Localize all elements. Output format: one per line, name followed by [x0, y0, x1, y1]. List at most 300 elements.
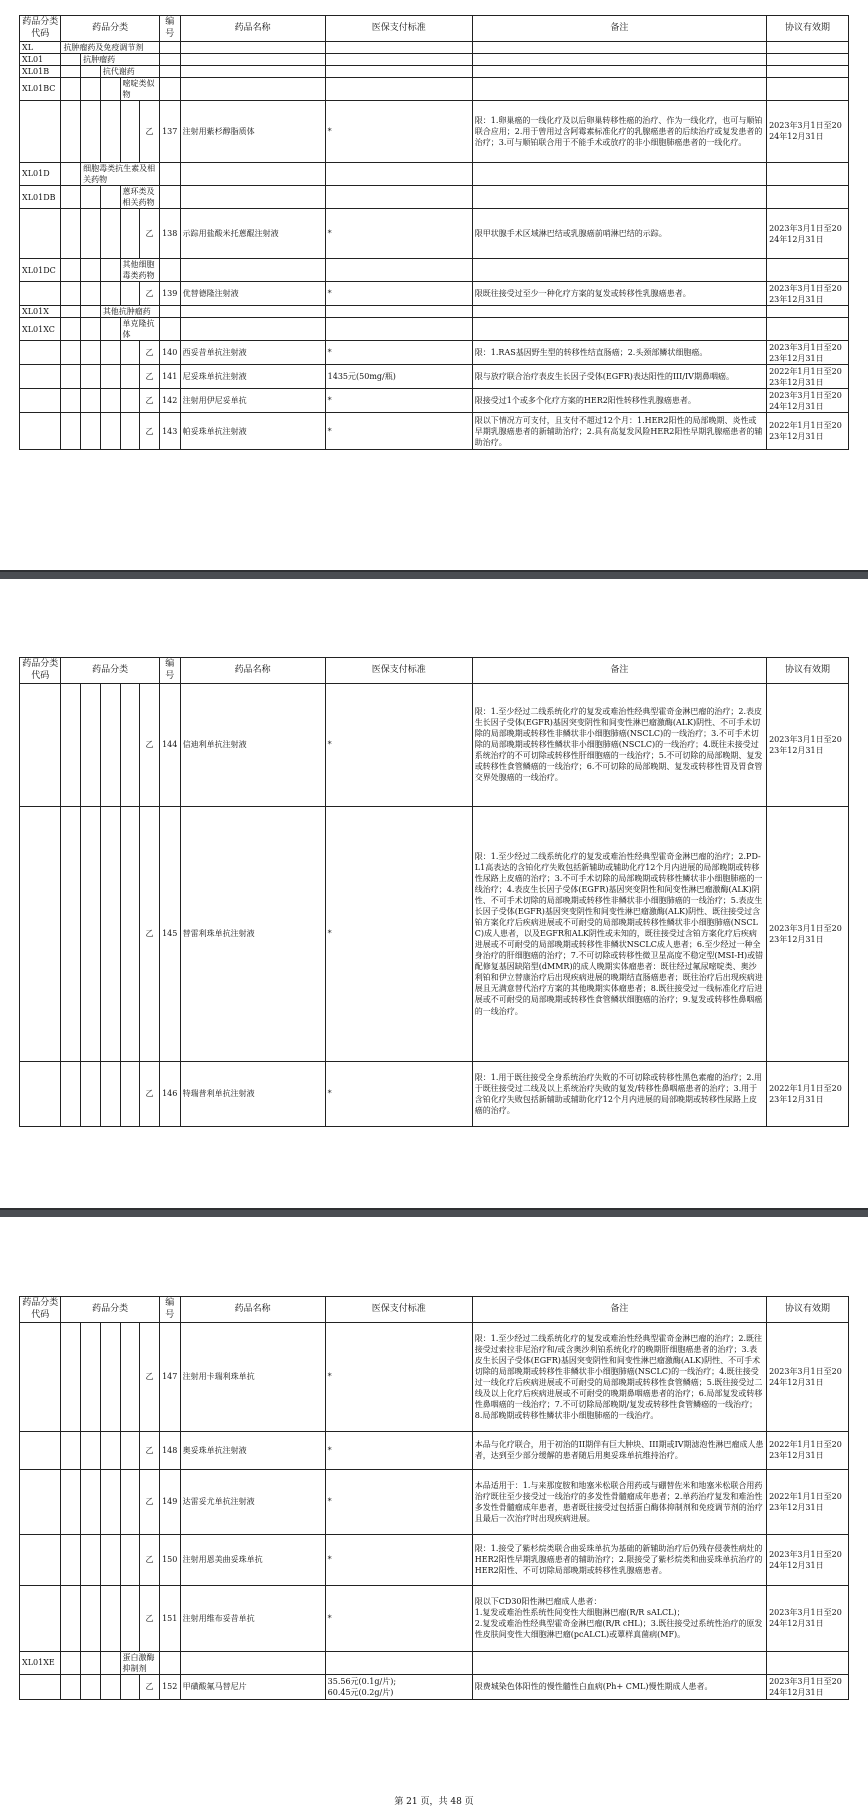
validity-period: 2023年3月1日至2024年12月31日: [767, 1322, 849, 1431]
validity-period: 2023年3月1日至2024年12月31日: [767, 209, 849, 259]
empty-cell: [81, 1061, 101, 1126]
empty-cell: [61, 77, 81, 100]
category-row: [20, 259, 849, 282]
empty-cell: [81, 318, 101, 341]
drug-table-page-1: [19, 15, 849, 450]
category-code: XL01DC: [20, 259, 61, 282]
empty-cell: [159, 186, 180, 209]
empty-cell: [81, 365, 101, 389]
empty-cell: [100, 318, 120, 341]
empty-cell: [81, 209, 101, 259]
table-header-row: [20, 16, 849, 42]
payment-standard: *: [325, 683, 472, 806]
header-number: 编号: [159, 658, 180, 684]
payment-standard: *: [325, 1585, 472, 1651]
drug-name: 奥妥珠单抗注射液: [180, 1431, 325, 1469]
empty-cell: [472, 65, 766, 77]
empty-cell: [81, 341, 101, 365]
category-row: [20, 318, 849, 341]
empty-cell: [120, 413, 140, 450]
empty-cell: [61, 341, 81, 365]
page-separator: [0, 570, 868, 579]
drug-row: [20, 282, 849, 306]
drug-number: 140: [159, 341, 180, 365]
category-row: [20, 77, 849, 100]
drug-class: 乙: [140, 1469, 160, 1534]
category-code: XL01X: [20, 306, 61, 318]
empty-cell: [100, 1534, 120, 1585]
category-label: 单克隆抗体: [120, 318, 159, 341]
drug-name: 达雷妥尤单抗注射液: [180, 1469, 325, 1534]
drug-class: 乙: [140, 806, 160, 1061]
empty-cell: [100, 1431, 120, 1469]
category-row: [20, 306, 849, 318]
drug-row: [20, 209, 849, 259]
drug-number: 148: [159, 1431, 180, 1469]
validity-period: 2023年3月1日至2023年12月31日: [767, 341, 849, 365]
empty-cell: [61, 209, 81, 259]
empty-cell: [120, 341, 140, 365]
empty-cell: [81, 389, 101, 413]
category-row: [20, 1651, 849, 1674]
empty-cell: [20, 1061, 61, 1126]
empty-cell: [61, 1674, 81, 1699]
empty-cell: [472, 306, 766, 318]
empty-cell: [120, 365, 140, 389]
validity-period: 2022年1月1日至2023年12月31日: [767, 1469, 849, 1534]
validity-period: 2023年3月1日至2024年12月31日: [767, 100, 849, 162]
header-remark: 备注: [472, 1297, 766, 1323]
drug-row: [20, 100, 849, 162]
drug-remark: 本品适用于：1.与来那度胺和地塞米松联合用药或与硼替佐米和地塞米松联合用药治疗既往至少接受过一线治疗的多发性骨髓瘤成年患者；2.单药治疗复发和难治性多发性骨髓瘤成年患者，患者既往接受过包括蛋白酶体抑制剂和免疫调节剂的治疗且最后一次治疗时出现疾病进展。: [472, 1469, 766, 1534]
header-code: 药品分类代码: [20, 658, 61, 684]
empty-cell: [81, 1585, 101, 1651]
drug-name: 甲磺酸氟马替尼片: [180, 1674, 325, 1699]
drug-name: 特瑞普利单抗注射液: [180, 1061, 325, 1126]
drug-row: [20, 1431, 849, 1469]
drug-number: 152: [159, 1674, 180, 1699]
drug-class: 乙: [140, 100, 160, 162]
category-row: [20, 162, 849, 185]
empty-cell: [100, 365, 120, 389]
drug-remark: 限以下情况方可支付，且支付不超过12个月：1.HER2阳性的局部晚期、炎性或早期乳腺癌患者的新辅助治疗；2.具有高复发风险HER2阳性早期乳腺癌患者的辅助治疗。: [472, 413, 766, 450]
payment-standard: *: [325, 1469, 472, 1534]
category-code: XL01XE: [20, 1651, 61, 1674]
drug-class: 乙: [140, 209, 160, 259]
drug-class: 乙: [140, 282, 160, 306]
empty-cell: [472, 162, 766, 185]
category-label: 其他抗肿瘤药: [100, 306, 159, 318]
drug-name: 注射用恩美曲妥珠单抗: [180, 1534, 325, 1585]
empty-cell: [81, 1651, 101, 1674]
empty-cell: [20, 413, 61, 450]
drug-class: 乙: [140, 1534, 160, 1585]
empty-cell: [61, 65, 81, 77]
header-payment-standard: 医保支付标准: [325, 1297, 472, 1323]
header-category: 药品分类: [61, 1297, 159, 1323]
drug-number: 143: [159, 413, 180, 450]
drug-number: 146: [159, 1061, 180, 1126]
payment-standard: *: [325, 1431, 472, 1469]
category-row: [20, 186, 849, 209]
validity-period: 2023年3月1日至2024年12月31日: [767, 1534, 849, 1585]
empty-cell: [767, 306, 849, 318]
empty-cell: [20, 341, 61, 365]
empty-cell: [100, 259, 120, 282]
drug-name: 替雷利珠单抗注射液: [180, 806, 325, 1061]
drug-number: 151: [159, 1585, 180, 1651]
empty-cell: [120, 1322, 140, 1431]
empty-cell: [20, 100, 61, 162]
drug-class: 乙: [140, 683, 160, 806]
category-code: XL01DB: [20, 186, 61, 209]
empty-cell: [100, 1585, 120, 1651]
empty-cell: [180, 65, 325, 77]
drug-remark: 本品与化疗联合，用于初治的II期伴有巨大肿块、III期或IV期滤泡性淋巴瘤成人患者，达到至少部分缓解的患者随后用奥妥珠单抗维持治疗。: [472, 1431, 766, 1469]
validity-period: 2023年3月1日至2024年12月31日: [767, 1585, 849, 1651]
empty-cell: [325, 77, 472, 100]
payment-standard: *: [325, 1061, 472, 1126]
header-remark: 备注: [472, 658, 766, 684]
empty-cell: [472, 259, 766, 282]
payment-standard: *: [325, 1534, 472, 1585]
empty-cell: [20, 365, 61, 389]
empty-cell: [159, 65, 180, 77]
empty-cell: [61, 1469, 81, 1534]
empty-cell: [61, 683, 81, 806]
empty-cell: [120, 1431, 140, 1469]
drug-row: [20, 1534, 849, 1585]
payment-standard: *: [325, 341, 472, 365]
payment-standard: *: [325, 1322, 472, 1431]
empty-cell: [20, 1585, 61, 1651]
empty-cell: [20, 282, 61, 306]
empty-cell: [120, 1534, 140, 1585]
payment-standard: *: [325, 389, 472, 413]
category-code: XL01D: [20, 162, 61, 185]
payment-standard: *: [325, 806, 472, 1061]
empty-cell: [61, 1322, 81, 1431]
drug-name: 帕妥珠单抗注射液: [180, 413, 325, 450]
drug-number: 147: [159, 1322, 180, 1431]
validity-period: 2023年3月1日至2024年12月31日: [767, 1674, 849, 1699]
table-header-row: [20, 658, 849, 684]
drug-row: [20, 365, 849, 389]
empty-cell: [472, 1651, 766, 1674]
category-code: XL01B: [20, 65, 61, 77]
empty-cell: [61, 1534, 81, 1585]
empty-cell: [61, 259, 81, 282]
empty-cell: [81, 1469, 101, 1534]
category-label: 细胞毒类抗生素及相关药物: [81, 162, 160, 185]
validity-period: 2022年1月1日至2023年12月31日: [767, 413, 849, 450]
category-row: [20, 65, 849, 77]
header-number: 编号: [159, 1297, 180, 1323]
drug-name: 尼妥珠单抗注射液: [180, 365, 325, 389]
empty-cell: [180, 259, 325, 282]
empty-cell: [81, 186, 101, 209]
header-drug-name: 药品名称: [180, 16, 325, 42]
empty-cell: [20, 806, 61, 1061]
drug-number: 144: [159, 683, 180, 806]
category-row: [20, 53, 849, 65]
drug-row: [20, 806, 849, 1061]
empty-cell: [159, 53, 180, 65]
empty-cell: [81, 65, 101, 77]
empty-cell: [767, 1651, 849, 1674]
empty-cell: [61, 100, 81, 162]
empty-cell: [81, 413, 101, 450]
category-label: 其他细胞毒类药物: [120, 259, 159, 282]
drug-name: 注射用紫杉醇脂质体: [180, 100, 325, 162]
empty-cell: [20, 1674, 61, 1699]
validity-period: 2023年3月1日至2023年12月31日: [767, 282, 849, 306]
drug-remark: 限：1.用于既往接受全身系统治疗失败的不可切除或转移性黑色素瘤的治疗；2.用于既往接受过二线及以上系统治疗失败的复发/转移性鼻咽癌患者的治疗；3.用于含铂化疗失败包括新辅助或辅助化疗12个月内进展的局部晚期或转移性尿路上皮癌的治疗。: [472, 1061, 766, 1126]
empty-cell: [767, 259, 849, 282]
category-label: 抗肿瘤药及免疫调节剂: [61, 41, 159, 53]
empty-cell: [61, 162, 81, 185]
empty-cell: [180, 77, 325, 100]
empty-cell: [767, 53, 849, 65]
empty-cell: [159, 259, 180, 282]
category-label: 蛋白激酶抑制剂: [120, 1651, 159, 1674]
empty-cell: [81, 259, 101, 282]
validity-period: 2022年1月1日至2023年12月31日: [767, 1431, 849, 1469]
empty-cell: [180, 53, 325, 65]
header-validity: 协议有效期: [767, 1297, 849, 1323]
header-remark: 备注: [472, 16, 766, 42]
empty-cell: [20, 683, 61, 806]
drug-name: 注射用维布妥昔单抗: [180, 1585, 325, 1651]
empty-cell: [20, 1534, 61, 1585]
empty-cell: [100, 282, 120, 306]
drug-number: 149: [159, 1469, 180, 1534]
validity-period: 2023年3月1日至2023年12月31日: [767, 683, 849, 806]
empty-cell: [120, 1061, 140, 1126]
empty-cell: [180, 162, 325, 185]
drug-class: 乙: [140, 1674, 160, 1699]
empty-cell: [20, 1431, 61, 1469]
drug-class: 乙: [140, 1322, 160, 1431]
empty-cell: [100, 413, 120, 450]
empty-cell: [100, 341, 120, 365]
drug-row: [20, 1469, 849, 1534]
drug-number: 145: [159, 806, 180, 1061]
drug-remark: 限以下CD30阳性淋巴瘤成人患者： 1.复发或难治性系统性间变性大细胞淋巴瘤(R/R sALCL)； 2.复发或难治性经典型霍奇金淋巴瘤(R/R cHL)；3.既往接受过系统性治疗的原发性皮肤间变性大细胞淋巴瘤(pcALCL)或蕈样真菌病(MF)。: [472, 1585, 766, 1651]
category-code: XL01BC: [20, 77, 61, 100]
category-code: XL: [20, 41, 61, 53]
empty-cell: [472, 41, 766, 53]
drug-name: 信迪利单抗注射液: [180, 683, 325, 806]
category-code: XL01XC: [20, 318, 61, 341]
empty-cell: [81, 306, 101, 318]
empty-cell: [81, 1534, 101, 1585]
empty-cell: [61, 186, 81, 209]
drug-class: 乙: [140, 365, 160, 389]
empty-cell: [81, 100, 101, 162]
drug-remark: 限接受过1个或多个化疗方案的HER2阳性转移性乳腺癌患者。: [472, 389, 766, 413]
category-label: 嘧啶类似物: [120, 77, 159, 100]
header-drug-name: 药品名称: [180, 658, 325, 684]
drug-remark: 限：1.至少经过二线系统化疗的复发或难治性经典型霍奇金淋巴瘤的治疗；2.PD-L1高表达的含铂化疗失败包括新辅助或辅助化疗12个月内进展的局部晚期或转移性尿路上皮癌的治疗；3.不可手术切除的局部晚期或转移性鳞状非小细胞肺癌的一线治疗；4.表皮生长因子受体(EGFR)基因突变阴性和间变性淋巴瘤激酶(ALK)阴性、不可手术切除的局部晚期或转移性非鳞状非小细胞肺癌的一线治疗；5.表皮生长因子受体(EGFR)基因突变阴性和间变性淋巴瘤激酶(ALK)阴性、既往接受过含铂方案化疗后疾病进展或不可耐受的局部晚期或转移性鳞状非小细胞肺癌(NSCLC)成人患者，以及EGFR和ALK阴性或未知的，既往接受过含铂方案化疗后疾病进展或不可耐受的局部晚期或转移性非鳞状NSCLC成人患者；6.至少经过一种全身治疗的肝细胞癌的治疗；7.不可切除或转移性微卫星高度不稳定型(MSI-H)或错配修复基因缺陷型(dMMR)的成人晚期实体瘤患者：既往经过氟尿嘧啶类、奥沙利铂和伊立替康治疗后出现疾病进展的晚期结直肠癌患者；既往治疗后出现疾病进展且无满意替代治疗方案的其他晚期实体瘤患者；8.既往接受过一线标准化疗后进展或不可耐受的局部晚期或转移性食管鳞状细胞癌的治疗；9.复发或转移性鼻咽癌的一线治疗。: [472, 806, 766, 1061]
drug-number: 142: [159, 389, 180, 413]
empty-cell: [180, 41, 325, 53]
drug-remark: 限：1.至少经过二线系统化疗的复发或难治性经典型霍奇金淋巴瘤的治疗；2.表皮生长因子受体(EGFR)基因突变阴性和间变性淋巴瘤激酶(ALK)阴性、不可手术切除的局部晚期或转移性非鳞状非小细胞肺癌(NSCLC)的一线治疗；3.不可手术切除的局部晚期或转移性鳞状非小细胞肺癌(NSCLC)的一线治疗；4.既往未接受过系统治疗的不可切除或转移性肝细胞癌的一线治疗；5.不可切除的局部晚期、复发或转移性食管鳞癌的一线治疗；6.不可切除的局部晚期、复发或转移性胃及胃食管交界处腺癌的一线治疗。: [472, 683, 766, 806]
drug-name: 注射用伊尼妥单抗: [180, 389, 325, 413]
empty-cell: [120, 209, 140, 259]
category-row: [20, 41, 849, 53]
payment-standard: *: [325, 413, 472, 450]
table-header-row: [20, 1297, 849, 1323]
empty-cell: [120, 1585, 140, 1651]
drug-remark: 限费城染色体阳性的慢性髓性白血病(Ph+ CML)慢性期成人患者。: [472, 1674, 766, 1699]
empty-cell: [325, 162, 472, 185]
drug-row: [20, 1674, 849, 1699]
page-separator: [0, 1208, 868, 1217]
category-label: 抗肿瘤药: [81, 53, 160, 65]
drug-class: 乙: [140, 1585, 160, 1651]
empty-cell: [81, 282, 101, 306]
drug-row: [20, 413, 849, 450]
empty-cell: [81, 683, 101, 806]
empty-cell: [325, 259, 472, 282]
drug-class: 乙: [140, 389, 160, 413]
empty-cell: [100, 77, 120, 100]
header-category: 药品分类: [61, 16, 159, 42]
empty-cell: [325, 41, 472, 53]
page-footer: 第 21 页，共 48 页: [394, 1797, 474, 1807]
validity-period: 2022年1月1日至2023年12月31日: [767, 365, 849, 389]
empty-cell: [61, 53, 81, 65]
empty-cell: [159, 77, 180, 100]
empty-cell: [767, 318, 849, 341]
empty-cell: [61, 1585, 81, 1651]
header-validity: 协议有效期: [767, 16, 849, 42]
empty-cell: [180, 318, 325, 341]
empty-cell: [472, 77, 766, 100]
empty-cell: [81, 77, 101, 100]
empty-cell: [61, 413, 81, 450]
empty-cell: [120, 389, 140, 413]
drug-row: [20, 389, 849, 413]
empty-cell: [767, 162, 849, 185]
empty-cell: [100, 1469, 120, 1534]
empty-cell: [100, 186, 120, 209]
validity-period: 2023年3月1日至2023年12月31日: [767, 806, 849, 1061]
empty-cell: [120, 1469, 140, 1534]
drug-number: 150: [159, 1534, 180, 1585]
empty-cell: [100, 209, 120, 259]
drug-class: 乙: [140, 1061, 160, 1126]
empty-cell: [180, 1651, 325, 1674]
empty-cell: [61, 389, 81, 413]
drug-table-page-2: [19, 657, 849, 1127]
category-label: 蒽环类及相关药物: [120, 186, 159, 209]
empty-cell: [81, 806, 101, 1061]
empty-cell: [325, 53, 472, 65]
drug-remark: 限：1.至少经过二线系统化疗的复发或难治性经典型霍奇金淋巴瘤的治疗；2.既往接受过索拉非尼治疗和/或含奥沙利铂系统化疗的晚期肝细胞癌患者的治疗；3.表皮生长因子受体(EGFR)基因突变阴性和间变性淋巴瘤激酶(ALK)阴性、不可手术切除的局部晚期或转移性非鳞状非小细胞肺癌(NSCLC)的一线治疗；4.既往接受过一线化疗后疾病进展或不可耐受的局部晚期或转移性食管鳞癌；5.既往接受过二线及以上化疗后疾病进展或不可耐受的晚期鼻咽癌患者的治疗；6.局部复发或转移性鼻咽癌的一线治疗；7.不可切除局部晚期/复发或转移性食管鳞癌的一线治疗；8.局部晚期或转移性鳞状非小细胞肺癌的一线治疗。: [472, 1322, 766, 1431]
empty-cell: [472, 53, 766, 65]
empty-cell: [100, 683, 120, 806]
drug-row: [20, 683, 849, 806]
drug-class: 乙: [140, 413, 160, 450]
drug-class: 乙: [140, 1431, 160, 1469]
empty-cell: [120, 806, 140, 1061]
empty-cell: [325, 306, 472, 318]
empty-cell: [100, 1651, 120, 1674]
drug-number: 137: [159, 100, 180, 162]
empty-cell: [61, 306, 81, 318]
header-code: 药品分类代码: [20, 1297, 61, 1323]
header-code: 药品分类代码: [20, 16, 61, 42]
empty-cell: [120, 282, 140, 306]
empty-cell: [20, 209, 61, 259]
empty-cell: [325, 186, 472, 209]
empty-cell: [159, 41, 180, 53]
empty-cell: [100, 806, 120, 1061]
empty-cell: [159, 318, 180, 341]
empty-cell: [325, 318, 472, 341]
empty-cell: [61, 365, 81, 389]
drug-remark: 限既往接受过至少一种化疗方案的复发或转移性乳腺癌患者。: [472, 282, 766, 306]
empty-cell: [61, 1431, 81, 1469]
payment-standard: 1435元(50mg/瓶): [325, 365, 472, 389]
empty-cell: [159, 162, 180, 185]
drug-remark: 限与放疗联合治疗表皮生长因子受体(EGFR)表达阳性的III/IV期鼻咽癌。: [472, 365, 766, 389]
empty-cell: [159, 1651, 180, 1674]
drug-remark: 限：1.接受了紫杉烷类联合曲妥珠单抗为基础的新辅助治疗后仍残存侵袭性病灶的HER2阳性早期乳腺癌患者的辅助治疗；2.限接受了紫杉烷类和曲妥珠单抗治疗的HER2阳性、不可切除局部晚期或转移性乳腺癌患者。: [472, 1534, 766, 1585]
empty-cell: [61, 282, 81, 306]
payment-standard: *: [325, 100, 472, 162]
drug-number: 141: [159, 365, 180, 389]
drug-row: [20, 1061, 849, 1126]
header-category: 药品分类: [61, 658, 159, 684]
empty-cell: [20, 389, 61, 413]
drug-row: [20, 341, 849, 365]
empty-cell: [100, 100, 120, 162]
drug-name: 西妥昔单抗注射液: [180, 341, 325, 365]
empty-cell: [472, 186, 766, 209]
empty-cell: [767, 77, 849, 100]
empty-cell: [325, 1651, 472, 1674]
empty-cell: [472, 318, 766, 341]
empty-cell: [100, 1322, 120, 1431]
drug-number: 138: [159, 209, 180, 259]
category-label: 抗代谢药: [100, 65, 159, 77]
header-drug-name: 药品名称: [180, 1297, 325, 1323]
empty-cell: [120, 683, 140, 806]
empty-cell: [100, 1061, 120, 1126]
empty-cell: [159, 306, 180, 318]
empty-cell: [61, 1651, 81, 1674]
empty-cell: [325, 65, 472, 77]
header-payment-standard: 医保支付标准: [325, 16, 472, 42]
drug-name: 优替德隆注射液: [180, 282, 325, 306]
header-number: 编号: [159, 16, 180, 42]
empty-cell: [81, 1431, 101, 1469]
empty-cell: [61, 806, 81, 1061]
empty-cell: [767, 41, 849, 53]
empty-cell: [61, 1061, 81, 1126]
empty-cell: [20, 1322, 61, 1431]
drug-class: 乙: [140, 341, 160, 365]
empty-cell: [61, 318, 81, 341]
empty-cell: [100, 1674, 120, 1699]
drug-row: [20, 1585, 849, 1651]
header-validity: 协议有效期: [767, 658, 849, 684]
drug-remark: 限：1.RAS基因野生型的转移性结直肠癌；2.头颈部鳞状细胞癌。: [472, 341, 766, 365]
drug-remark: 限：1.卵巢癌的一线化疗及以后卵巢转移性癌的治疗、作为一线化疗，也可与顺铂联合应用；2.用于曾用过含阿霉素标准化疗的乳腺癌患者的后续治疗或复发患者的治疗；3.可与顺铂联合用于不能手术或放疗的非小细胞肺癌患者的一线化疗。: [472, 100, 766, 162]
